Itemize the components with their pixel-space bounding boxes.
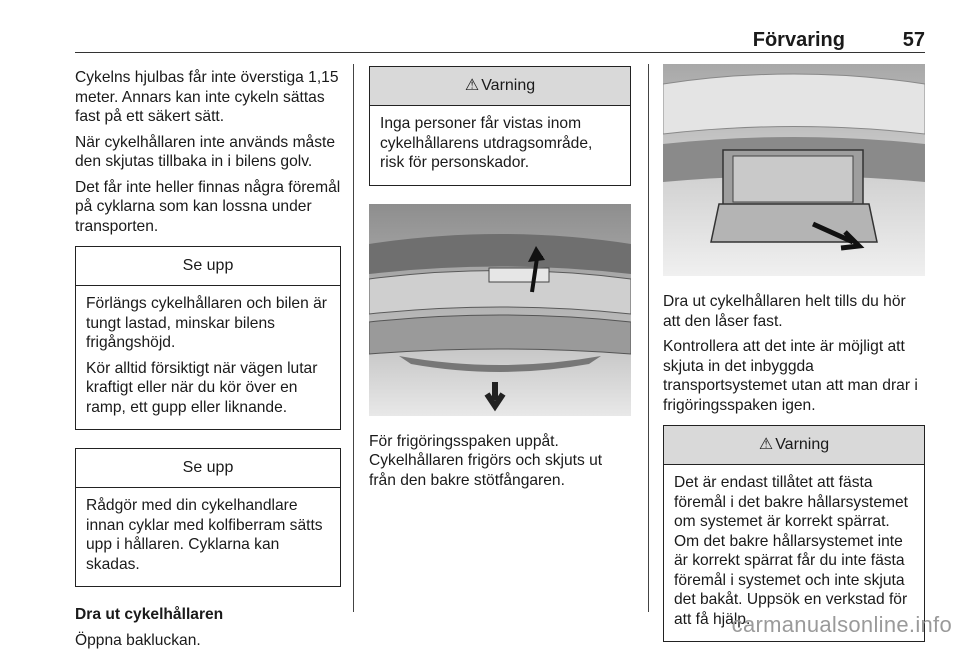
bumper-release-illustration xyxy=(369,204,631,416)
caution-body xyxy=(76,286,340,429)
warning-box xyxy=(663,425,925,642)
caution-box-1 xyxy=(75,246,341,430)
warning-title xyxy=(370,67,630,106)
column-3 xyxy=(663,64,925,660)
warning-text: Det är endast tillåtet att fästa föremål i det bakre hållarsystemet om systemet är korrekt spärrat. Om det bakre hållarsystemet inte är korrekt spärrat får du inte fästa föremål i systemet och inte skjuta det bakåt. Uppsök en verkstad för att få hjälp. xyxy=(674,474,909,628)
paragraph: Kontrollera att det inte är möjligt att skjuta in det inbyggda transportsystemet utan att man drar i frigöringsspaken igen. xyxy=(663,338,918,414)
warning-triangle-icon: ⚠ xyxy=(464,77,480,94)
warning-body xyxy=(370,106,630,185)
paragraph: När cykelhållaren inte används måste den skjutas tillbaka in i bilens golv. xyxy=(75,133,336,170)
page-header xyxy=(75,28,925,53)
column-2 xyxy=(369,64,631,496)
chapter-title: Förvaring xyxy=(752,29,845,51)
caution-title: Se upp xyxy=(76,247,340,286)
paragraph: Öppna bakluckan. xyxy=(75,631,201,649)
watermark-link[interactable]: carmanualsonline.info xyxy=(731,612,952,637)
warning-title-text: Varning xyxy=(775,436,830,453)
page-number: 57 xyxy=(902,29,925,51)
caution-text: Rådgör med din cykelhandlare innan cyklar med kolfiberram sätts upp i hållaren. Cyklarna kan skadas. xyxy=(86,497,323,573)
caution-text: Förlängs cykelhållaren och bilen är tungt lastad, minskar bilens frigångshöjd. xyxy=(86,295,327,351)
warning-title-text: Varning xyxy=(481,77,536,94)
section-subheading: Dra ut cykelhållaren xyxy=(75,606,224,623)
paragraph: Cykelns hjulbas får inte överstiga 1,15 meter. Annars kan inte cykeln sättas fast på ett säkert sätt. xyxy=(75,69,339,125)
warning-text: Inga personer får vistas inom cykelhållarens utdragsområde, risk för personskador. xyxy=(380,115,593,171)
caution-box-2 xyxy=(75,448,341,587)
column-1 xyxy=(75,68,341,656)
paragraph: Dra ut cykelhållaren helt tills du hör att den låser fast. xyxy=(663,293,906,330)
bike-carrier-extended-illustration xyxy=(663,64,925,276)
caution-body xyxy=(76,488,340,586)
caution-title: Se upp xyxy=(76,449,340,488)
column-divider-2 xyxy=(648,64,649,612)
paragraph: Det får inte heller finnas några föremål på cyklarna som kan lossna under transporten. xyxy=(75,178,341,235)
caution-text: Kör alltid försiktigt när vägen lutar kraftigt eller när du kör över en ramp, ett gupp eller liknande. xyxy=(86,359,318,416)
warning-triangle-icon: ⚠ xyxy=(758,436,774,453)
column-divider-1 xyxy=(353,64,354,612)
warning-box xyxy=(369,66,631,186)
warning-title xyxy=(664,426,924,465)
figure-caption: För frigöringsspaken uppåt. Cykelhållaren frigörs och skjuts ut från den bakre stötfångaren. xyxy=(369,432,603,489)
